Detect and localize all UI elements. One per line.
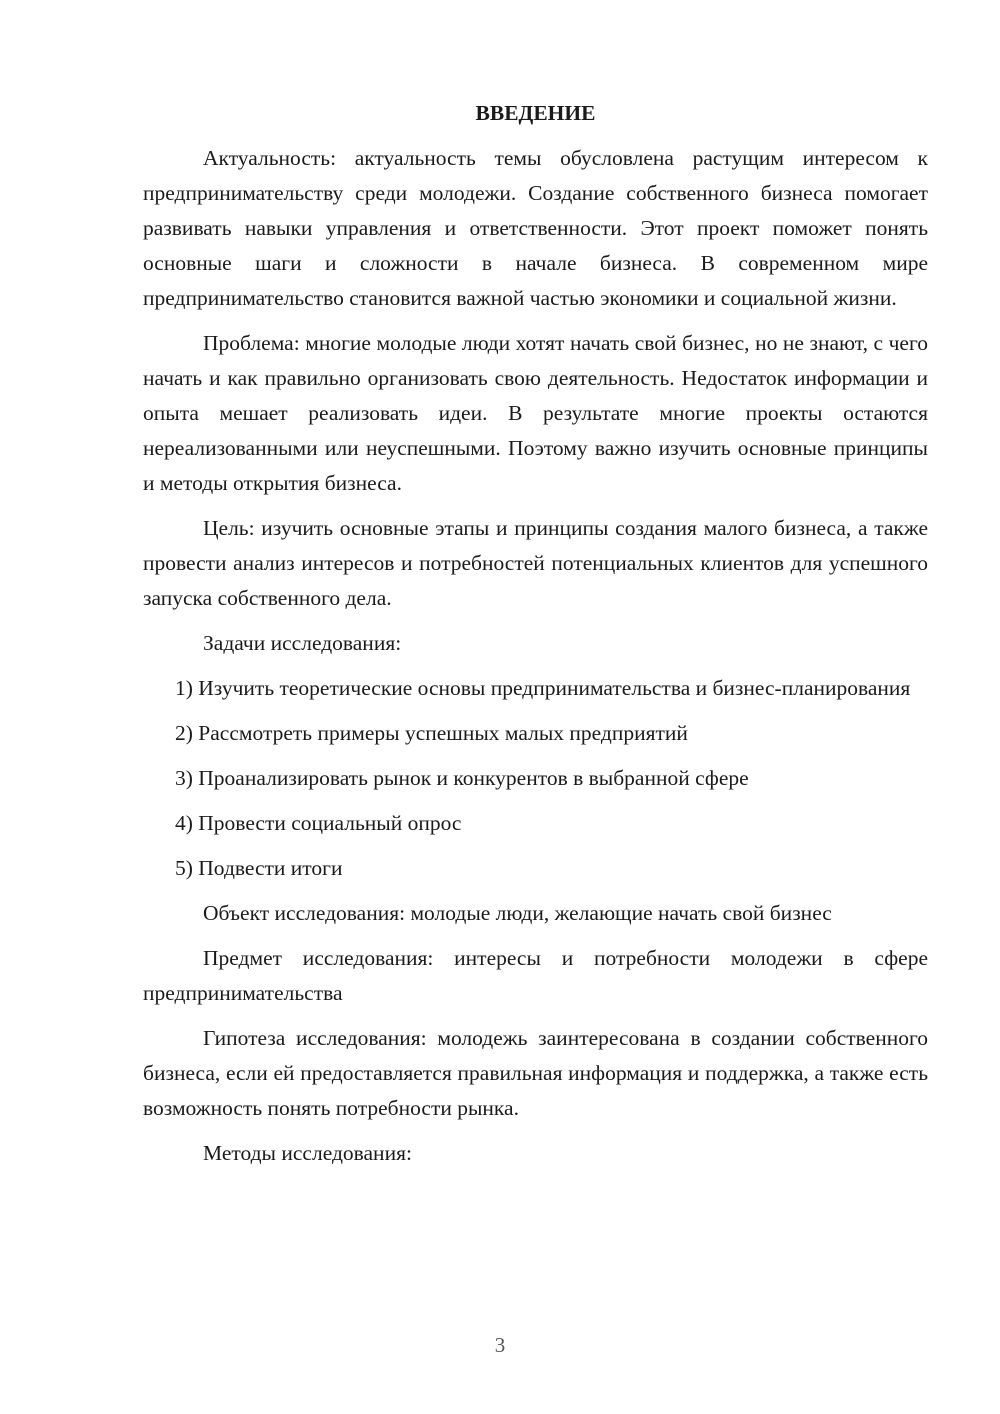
paragraph-problem: Проблема: многие молодые люди хотят начать свой бизнес, но не знают, с чего начать и как правильно организовать свою деятельность. Недостаток информации и опыта мешает реализовать идеи. В результате многие проекты остаются нереализованными или неуспешными. Поэтому важно изучить основные принципы и методы открытия бизнеса. xyxy=(143,331,928,495)
paragraph-object: Объект исследования: молодые люди, желающие начать свой бизнес xyxy=(203,901,832,925)
page-number: 3 xyxy=(494,1333,506,1357)
task-item: 4) Провести социальный опрос xyxy=(175,811,462,835)
page-content xyxy=(143,96,928,1181)
methods-heading: Методы исследования: xyxy=(203,1141,412,1165)
section-title: ВВЕДЕНИЕ xyxy=(475,101,596,125)
tasks-heading: Задачи исследования: xyxy=(203,631,402,655)
task-item: 3) Проанализировать рынок и конкурентов в выбранной сфере xyxy=(175,766,749,790)
paragraph-goal: Цель: изучить основные этапы и принципы создания малого бизнеса, а также провести анализ интересов и потребностей потенциальных клиентов для успешного запуска собственного дела. xyxy=(143,516,928,610)
paragraph-relevance: Актуальность: актуальность темы обусловлена растущим интересом к предпринимательству среди молодежи. Создание собственного бизнеса помогает развивать навыки управления и ответственности. Этот проект поможет понять основные шаги и сложности в начале бизнеса. В современном мире предпринимательство становится важной частью экономики и социальной жизни. xyxy=(143,146,928,310)
task-item: 5) Подвести итоги xyxy=(175,856,343,880)
paragraph-subject: Предмет исследования: интересы и потребности молодежи в сфере предпринимательства xyxy=(143,946,928,1005)
paragraph-hypothesis: Гипотеза исследования: молодежь заинтересована в создании собственного бизнеса, если ей предоставляется правильная информация и поддержка, а также есть возможность понять потребности рынка. xyxy=(143,1026,928,1120)
task-item: 2) Рассмотреть примеры успешных малых предприятий xyxy=(175,721,688,745)
task-item: 1) Изучить теоретические основы предпринимательства и бизнес-планирования xyxy=(175,676,911,700)
